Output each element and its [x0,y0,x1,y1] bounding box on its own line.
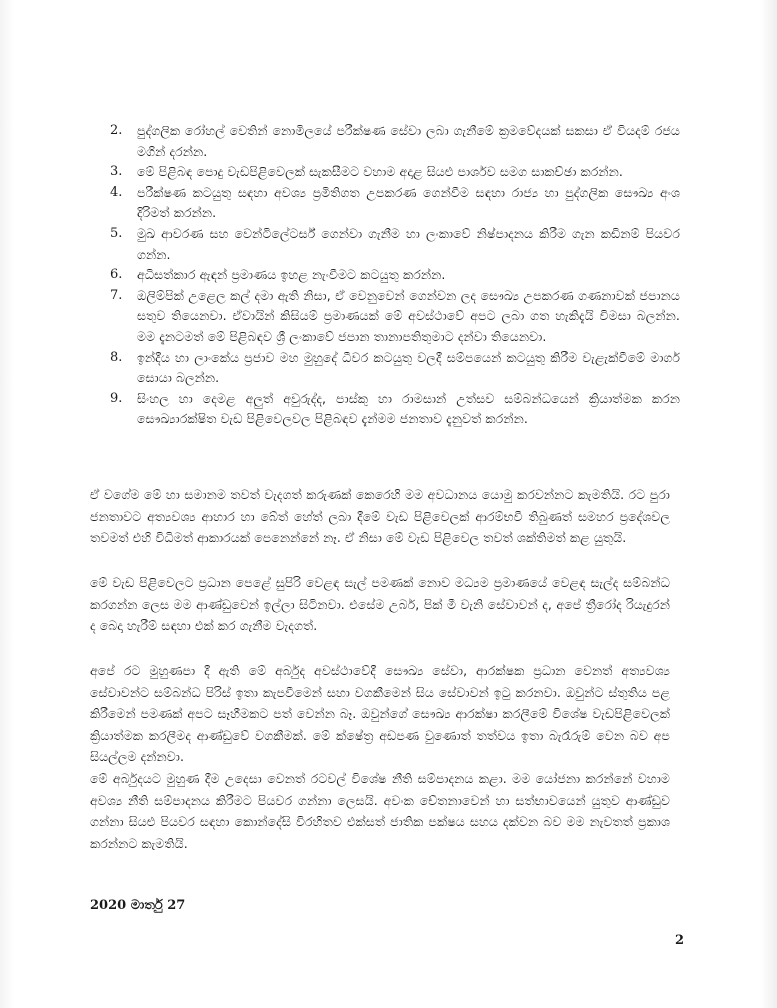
list-item-text: සිංහල හා දෙමළ අලුත් අවුරුද්ද, පාස්කු හා රාමසාන් උත්සව සම්බන්ධයෙන් ක්‍රියාත්මක කරන සෞඛ්‍යාරක්ෂිත වැඩ පිළිවෙලවල පිළිබඳව දැන්මම ජනතාව දැනුවත් කරන්න. [137,390,680,427]
list-item [110,286,680,348]
list-item-number: 3. [110,164,123,180]
list-item-text: පරීක්ෂණ කටයුතු සඳහා අවශ්‍ය ප්‍රමිතිගත උපකරණ ගෙන්වීම සඳහා රාජ්‍ය හා පුද්ගලික සෞඛ්‍ය අංශ දිරිමත් කරන්න. [137,184,680,221]
list-item-number: 9. [110,390,123,406]
list-item-number: 6. [110,267,123,283]
list-item-text: මේ පිළිබඳ පොදු වැඩපිළිවෙලක් සැකසීමට වහාම අදාළ සියළු පාර්ශව සමග සාකච්ඡා කරන්න. [137,164,623,180]
list-item [110,224,680,265]
list-item [110,183,680,224]
list-item-text: ඉන්දීය හා ලාංකේය ප්‍රජාව මහ මුහුදේ ධීවර කටයුතු වලදී සම්පයෙන් කටයුතු කිරීම වැළැක්වීමේ මාර්ග සොයා බලන්න. [137,349,680,386]
body-paragraph: ඒ වගේම මේ හා සමානම තවත් වැදගත් කරුණක් කෙරෙහි මම අවධානය යොමු කරවන්නට කැමතියි. රට පුරා ජනතාවට අත්‍යවශ්‍ය ආහාර හා බේත් හේත් ලබා දීමේ වැඩ පිළිවෙලක් ආරම්භවී තිබුණත් සමහර ප්‍රදේශවල තවමත් එහි විධිමත් ආකාරයක් පෙනෙන්නේ නෑ. ඒ නිසා මේ වැඩ පිළිවෙල තවත් ශක්තිමත් කළ යුතුයි. [90,487,670,545]
list-item [110,389,680,430]
list-item-number: 4. [110,184,123,200]
recommendation-list [110,121,680,430]
list-item [110,162,680,183]
body-paragraph: මේ අර්බුදයට මුහුණ දීම උදෙසා වෙනත් රටවල් විශේෂ නීති සම්පාදනය කළා. මම යෝජනා කරන්නේ වහාම අවශ්‍ය නීති සම්පාදනය කිරීමට පියවර ගන්නා ලෙසයි. අවංක චේතනාවෙන් හා සත්භාවයෙන් යුතුව ආණ්ඩුව ගන්නා සියළු පියවර සඳහා කොන්දේසි විරහිතව එක්සත් ජාතික පක්ෂය සහය දක්වන බව මම නැවතත් ප්‍රකාශ කරන්නට කැමතියි. [90,771,670,851]
list-item [110,121,680,162]
body-paragraph: අපේ රට මුහුණපා දී ඇති මේ අර්බුද අවස්ථාවේදී සෞඛ්‍ය සේවා, ආරක්ෂක ප්‍රධාන වෙනත් අත්‍යවශ්‍ය සේවාවන්ට සම්බන්ධ පිරිස් ඉතා කැපවීමෙන් සහා වගකීමෙන් සිය සේවාවන් ඉටු කරනවා. ඔවුන්ට ස්තුතිය පළ කිරීමෙන් පමණක් අපට සෑහීමකට පත් වෙන්න බෑ. ඔවුන්ගේ සෞඛ්‍ය ආරක්ෂා කරලීමේ විශේෂ වැඩපිළිවෙලක් ක්‍රියාත්මක කරලීමද ආණ්ඩුවේ වගකීමක්. මේ ක්ෂේත්‍ර අඩපණ වුණොත් තත්වය ඉතා බැරෑරුම් වෙන බව අප සියල්ලම දන්නවා. [90,663,670,764]
list-item-number: 8. [110,349,123,365]
list-item-number: 7. [110,287,123,303]
list-item-number: 2. [110,123,123,138]
list-item-text: ඔලිම්පික් උළෙල කල් දමා ඇති නිසා, ඒ වෙනුවෙන් ගෙන්වන ලද සෞඛ්‍ය උපකරණ ගණනාවක් ජපානය සතුව තියෙනවා. ඒවායින් කිසියම් ප්‍රමාණයක් මේ අවස්ථාවේ අපට ලබා ගත හැකිදැයි විමසා බලන්න. මම දැනටමත් මේ පිළිබඳව ශ්‍රී ලංකාවේ ජපාන තානාපතිතුමාට දන්වා තියෙනවා. [137,287,680,344]
list-item-number: 5. [110,225,123,241]
list-item-text: මුඛ ආවරණ සහ වෙන්ටිලේටර්ස් ගෙන්වා ගැනීම හා ලංකාවේ නිෂ්පාදනය කිරීම ගැන කඩිනම් පියවර ගන්න. [137,225,680,262]
list-item-text: පුද්ගලික රෝහල් වෙතින් නොමිලයේ පරීක්ෂණ සේවා ලබා ගැනීමේ ක්‍රමවේදයක් සකසා ඒ වියදම් රජය මගින් දරන්න. [137,123,680,159]
document-date: 2020 මාර්තු 27 [90,898,186,913]
list-item [110,265,680,286]
list-item [110,348,680,389]
page-number: 2 [675,933,685,948]
body-paragraph: මේ වැඩ පිළිවෙලට ප්‍රධාන පෙළේ සුපිරි වෙළඳ සැල් පමණක් නොව මධ්‍යම ප්‍රමාණයේ වෙළඳ සැල්ද සම්බන්ධ කරගන්න ලෙස මම ආණ්ඩුවෙන් ඉල්ලා සිටිනවා. එසේම උබර්, පික් මී වැනි සේවාවන් ද, අපේ ත්‍රීරෝද රියැදුරන් ද බෙදා හැරීම් සඳහා එක් කර ගැනීම වැදගත්. [90,575,670,633]
list-item-text: අධිසත්කාර ඇඳන් ප්‍රමාණය ඉහළ නැංවීමට කටයුතු කරන්න. [137,267,446,283]
